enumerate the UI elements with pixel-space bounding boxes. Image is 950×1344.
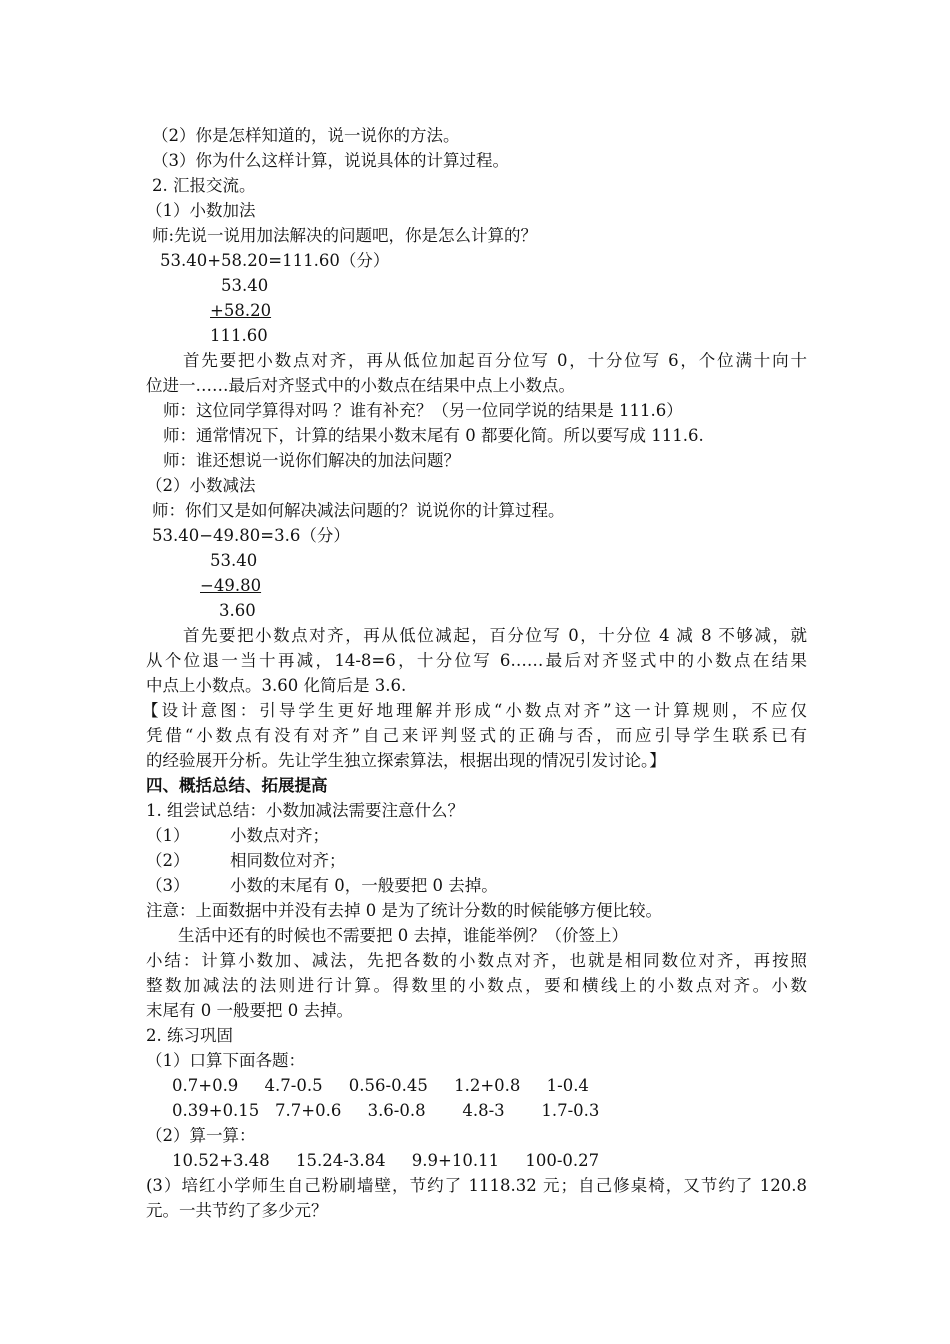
text-line: 凭借“小数点有没有对齐”自己来评判竖式的正确与否，而应引导学生联系已有 — [146, 726, 807, 745]
text-line: （2）你是怎样知道的，说一说你的方法。 — [152, 126, 460, 145]
text-line: 师:先说一说用加法解决的问题吧，你是怎么计算的？ — [152, 226, 538, 245]
list-marker: （1） — [146, 826, 190, 845]
text-line: （1）小数加法 — [146, 201, 256, 220]
text-line: 【设计意图：引导学生更好地理解并形成“小数点对齐”这一计算规则，不应仅 — [142, 701, 807, 720]
list-marker: （3） — [146, 876, 190, 895]
exercise-line: 0.7+0.9 4.7-0.5 0.56-0.45 1.2+0.8 1-0.4 — [172, 1076, 589, 1095]
list-item: 小数的末尾有 0，一般要把 0 去掉。 — [230, 876, 498, 895]
text-line: 师：谁还想说一说你们解决的加法问题？ — [163, 451, 460, 470]
vertical-calc-line: 53.40 — [210, 551, 258, 570]
text-line: 整数加减法的法则进行计算。得数里的小数点，要和横线上的小数点对齐。小数 — [146, 976, 807, 995]
text-line: 位进一……最后对齐竖式中的小数点在结果中点上小数点。 — [146, 376, 575, 395]
text-line: 末尾有 0 一般要把 0 去掉。 — [146, 1001, 353, 1020]
text-line: 首先要把小数点对齐，再从低位减起，百分位写 0，十分位 4 减 8 不够减，就 — [183, 626, 807, 645]
text-line: （3）你为什么这样计算，说说具体的计算过程。 — [152, 151, 509, 170]
text-line: 53.40+58.20=111.60（分） — [160, 251, 390, 270]
vertical-calc-line: 53.40 — [221, 276, 269, 295]
list-marker: （2） — [146, 851, 190, 870]
vertical-calc-line: 111.60 — [210, 326, 268, 345]
text-line: 2. 练习巩固 — [146, 1026, 233, 1045]
text-line: 师：通常情况下，计算的结果小数末尾有 0 都要化简。所以要写成 111.6. — [163, 426, 704, 445]
exercise-line: 0.39+0.15 7.7+0.6 3.6-0.8 4.8-3 1.7-0.3 — [172, 1101, 600, 1120]
text-line: 从个位退一当十再减，14-8=6，十分位写 6……最后对齐竖式中的小数点在结果 — [146, 651, 807, 670]
text-line: 生活中还有的时候也不需要把 0 去掉，谁能举例？（价签上） — [178, 926, 628, 945]
text-line: （2）小数减法 — [146, 476, 256, 495]
text-line: 师：你们又是如何解决减法问题的？说说你的计算过程。 — [152, 501, 565, 520]
text-line: （2）算一算： — [146, 1126, 256, 1145]
text-line: 53.40−49.80=3.6（分） — [152, 526, 350, 545]
exercise-line: 10.52+3.48 15.24-3.84 9.9+10.11 100-0.27 — [172, 1151, 600, 1170]
text-line: 首先要把小数点对齐，再从低位加起百分位写 0，十分位写 6，个位满十向十 — [183, 351, 807, 370]
text-line: 小结：计算小数加、减法，先把各数的小数点对齐，也就是相同数位对齐，再按照 — [146, 951, 807, 970]
text-line: 元。一共节约了多少元？ — [146, 1201, 328, 1220]
text-line: 师：这位同学算得对吗 ？谁有补充？（另一位同学说的结果是 111.6） — [163, 401, 683, 420]
text-line: （1）口算下面各题： — [146, 1051, 305, 1070]
list-item: 小数点对齐； — [230, 826, 329, 845]
text-line: 2. 汇报交流。 — [152, 176, 256, 195]
list-item: 相同数位对齐； — [230, 851, 346, 870]
text-line: 注意：上面数据中并没有去掉 0 是为了统计分数的时候能够方便比较。 — [146, 901, 662, 920]
vertical-calc-line: −49.80 — [200, 576, 262, 595]
text-line: 中点上小数点。3.60 化简后是 3.6. — [146, 676, 407, 695]
text-line: 的经验展开分析。先让学生独立探索算法，根据出现的情况引发讨论。】 — [146, 751, 666, 770]
vertical-calc-line: 3.60 — [219, 601, 256, 620]
section-heading: 四、概括总结、拓展提高 — [146, 776, 328, 795]
vertical-calc-line: +58.20 — [210, 301, 272, 320]
text-line: 1. 组尝试总结：小数加减法需要注意什么？ — [146, 801, 464, 820]
text-line: (3）培红小学师生自己粉刷墙壁，节约了 1118.32 元；自己修桌椅，又节约了 120.8 — [146, 1176, 807, 1195]
